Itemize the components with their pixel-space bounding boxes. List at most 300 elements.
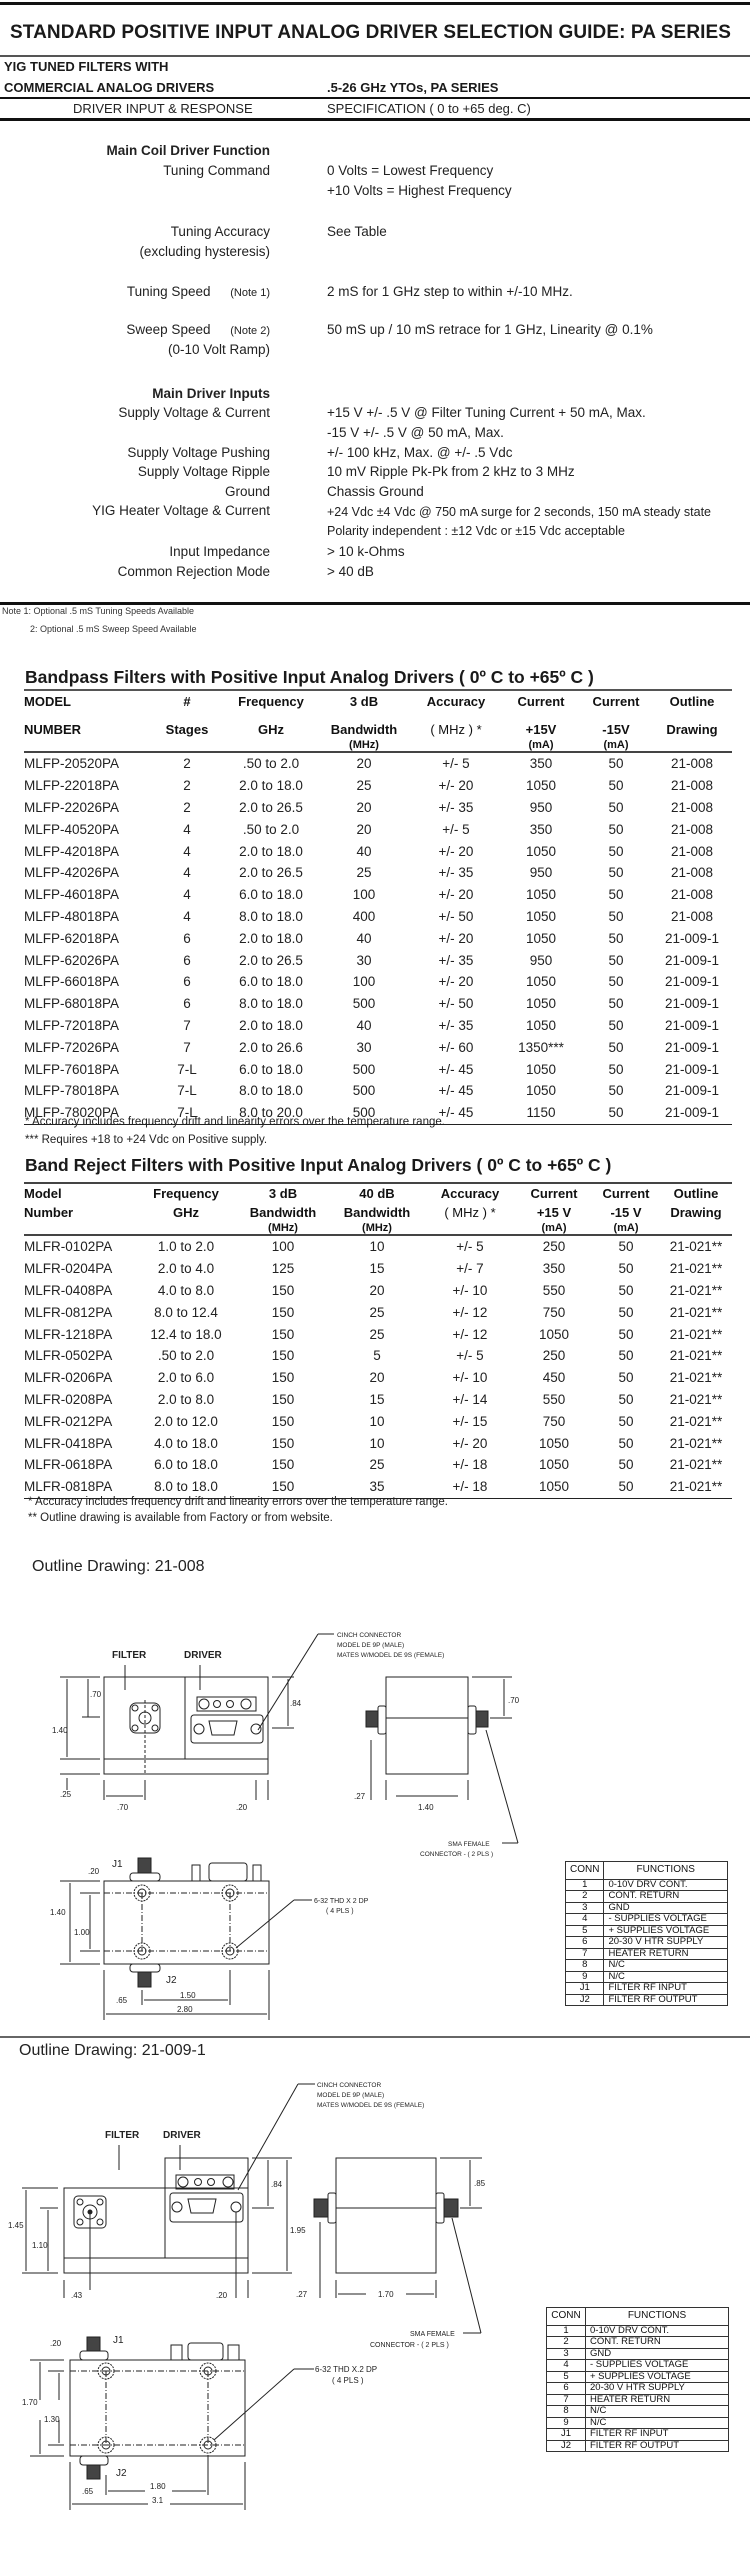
cell-current-pos: 1150 bbox=[502, 1102, 580, 1124]
cell-bandwidth: 30 bbox=[356, 1039, 372, 1055]
dim-side-0-27: .27 bbox=[296, 2290, 308, 2299]
cell-current-neg: 50 bbox=[608, 843, 624, 859]
cell-outline: 21-008 bbox=[670, 865, 714, 881]
cell-current-pos: 550 bbox=[542, 1282, 566, 1298]
table-row bbox=[24, 818, 732, 840]
cell-frequency: 2.0 to 26.5 bbox=[239, 865, 303, 881]
cell-model: MLFP-22018PA bbox=[24, 778, 120, 794]
cell-accuracy: +/- 60 bbox=[438, 1039, 474, 1055]
conn-id: 7 bbox=[566, 1948, 604, 1960]
heater-value-2: Polarity independent : ±12 Vdc or ±15 Vdc acceptable bbox=[327, 524, 625, 538]
table-row bbox=[24, 1367, 732, 1389]
conn-id: 6 bbox=[547, 2383, 586, 2395]
cell-frequency: 6.0 to 18.0 bbox=[239, 887, 303, 903]
dim-1-40: 1.40 bbox=[52, 1726, 68, 1735]
cell-accuracy: +/- 35 bbox=[438, 799, 474, 815]
connector-row bbox=[566, 1925, 728, 1937]
conn-id: 5 bbox=[566, 1925, 604, 1937]
conn-id: 3 bbox=[547, 2348, 586, 2360]
table-row bbox=[24, 1036, 732, 1058]
cell-model: MLFP-72018PA bbox=[24, 1017, 120, 1033]
cell-current-pos: 1050 bbox=[525, 996, 557, 1012]
cell-outline: 21-021** bbox=[669, 1304, 723, 1320]
column-header-right: SPECIFICATION ( 0 to +65 deg. C) bbox=[327, 101, 531, 116]
cell-frequency: 2.0 to 6.0 bbox=[157, 1370, 215, 1386]
cell-outline: 21-009-1 bbox=[664, 930, 720, 946]
cell-model: MLFR-0818PA bbox=[24, 1476, 136, 1498]
col-current-pos-label: +15V bbox=[525, 722, 557, 737]
table-row bbox=[24, 797, 732, 819]
cell-model: MLFP-62026PA bbox=[24, 952, 120, 968]
cell-stages: 4 bbox=[183, 887, 191, 903]
col-current-pos-unit: (mA) bbox=[528, 739, 554, 751]
dim-0-84: .84 bbox=[271, 2180, 283, 2189]
top-rule bbox=[0, 2, 750, 5]
tuning-accuracy-sublabel: (excluding hysteresis) bbox=[139, 244, 270, 259]
thread-note-1: 6-32 THD X 2 DP bbox=[314, 1898, 369, 1905]
cell-accuracy: +/- 5 bbox=[456, 1239, 484, 1255]
conn-function: - SUPPLIES VOLTAGE bbox=[604, 1914, 728, 1926]
impedance-value: > 10 k-Ohms bbox=[327, 544, 405, 559]
cell-stages: 7 bbox=[183, 1017, 191, 1033]
conn-function: 20-30 V HTR SUPPLY bbox=[604, 1937, 728, 1949]
cell-model: MLFR-1218PA bbox=[24, 1326, 113, 1342]
conn-id: 5 bbox=[547, 2371, 586, 2383]
cell-stages: 7-L bbox=[177, 1083, 197, 1099]
bandpass-heading: Bandpass Filters with Positive Input Analog Drivers ( 0º C to +65º C ) bbox=[25, 667, 594, 687]
cell-model: MLFP-42026PA bbox=[24, 865, 120, 881]
cell-3db-bandwidth: 150 bbox=[271, 1435, 295, 1451]
cell-stages: 4 bbox=[183, 821, 191, 837]
cell-40db-bandwidth: 25 bbox=[369, 1326, 385, 1342]
cell-accuracy: +/- 18 bbox=[452, 1457, 488, 1473]
dim-1-00: 1.00 bbox=[74, 1928, 90, 1937]
cell-current-pos: 950 bbox=[529, 799, 553, 815]
cell-current-neg: 50 bbox=[608, 821, 624, 837]
bandreject-heading: Band Reject Filters with Positive Input Analog Drivers ( 0º C to +65º C ) bbox=[25, 1155, 612, 1175]
cell-outline: 21-008 bbox=[670, 887, 714, 903]
cell-outline: 21-021** bbox=[669, 1239, 723, 1255]
cell-current-neg: 50 bbox=[608, 1017, 624, 1033]
conn-id: 2 bbox=[566, 1891, 604, 1903]
table-row bbox=[24, 1432, 732, 1454]
cell-3db-bandwidth: 150 bbox=[271, 1348, 295, 1364]
col-stages: # bbox=[183, 694, 191, 709]
col-bandwidth-label: Bandwidth bbox=[330, 722, 398, 737]
col-3db-bandwidth: 3 dB bbox=[268, 1186, 298, 1201]
cell-current-neg: 50 bbox=[580, 1102, 652, 1124]
col-current-pos-2 bbox=[516, 1203, 592, 1235]
cell-3db-bandwidth: 150 bbox=[271, 1391, 295, 1407]
sma-note-1: SMA FEMALE bbox=[410, 2331, 455, 2338]
conn-function: N/C bbox=[604, 1971, 728, 1983]
cell-outline: 21-008 bbox=[670, 756, 714, 772]
cell-current-neg: 50 bbox=[608, 952, 624, 968]
cell-current-neg: 50 bbox=[618, 1239, 634, 1255]
conn-id: J1 bbox=[547, 2429, 586, 2441]
cell-model: MLFR-0208PA bbox=[24, 1391, 113, 1407]
cell-40db-bandwidth: 25 bbox=[369, 1304, 385, 1320]
cell-outline: 21-009-1 bbox=[664, 996, 720, 1012]
conn-id: 9 bbox=[547, 2417, 586, 2429]
cell-current-neg: 50 bbox=[608, 799, 624, 815]
cell-accuracy: +/- 50 bbox=[438, 996, 474, 1012]
ground-value: Chassis Ground bbox=[327, 484, 424, 499]
table-row bbox=[24, 949, 732, 971]
ground-label: Ground bbox=[224, 484, 270, 499]
col-current-neg: Current bbox=[592, 694, 640, 709]
cell-accuracy: +/- 35 bbox=[438, 952, 474, 968]
cell-current-pos: 550 bbox=[542, 1391, 566, 1407]
col-outline-2: Drawing bbox=[652, 711, 732, 752]
drawing-1-title: Outline Drawing: 21-008 bbox=[32, 1558, 205, 1575]
cell-accuracy: +/- 10 bbox=[452, 1370, 488, 1386]
cell-bandwidth: 500 bbox=[352, 996, 376, 1012]
conn-function: FILTER RF INPUT bbox=[604, 1983, 728, 1995]
conn-function: N/C bbox=[586, 2417, 729, 2429]
table-row bbox=[24, 1345, 732, 1367]
dim-1-80: 1.80 bbox=[150, 2482, 166, 2491]
cell-current-pos: 1050 bbox=[525, 887, 557, 903]
col-3db-bandwidth-2 bbox=[236, 1203, 330, 1235]
cell-3db-bandwidth: 150 bbox=[271, 1326, 295, 1342]
conn-function: GND bbox=[586, 2348, 729, 2360]
table-row bbox=[24, 927, 732, 949]
cell-current-neg: 50 bbox=[618, 1435, 634, 1451]
cell-bandwidth: 25 bbox=[356, 865, 372, 881]
col-frequency-2: GHz bbox=[224, 711, 318, 752]
col-current-pos: Current bbox=[530, 1186, 578, 1201]
cell-3db-bandwidth: 150 bbox=[271, 1413, 295, 1429]
cell-model: MLFR-0408PA bbox=[24, 1282, 113, 1298]
cell-current-pos: 250 bbox=[542, 1348, 566, 1364]
cinch-note-3: MATES W/MODEL DE 9S (FEMALE) bbox=[337, 1652, 445, 1659]
cell-accuracy: +/- 20 bbox=[438, 887, 474, 903]
sweep-speed-sublabel: (0-10 Volt Ramp) bbox=[167, 342, 270, 357]
connector-row bbox=[547, 2360, 729, 2372]
cell-current-neg: 50 bbox=[608, 1061, 624, 1077]
connector-row bbox=[547, 2337, 729, 2349]
conn-id: 1 bbox=[547, 2325, 586, 2337]
col-3db-unit: (MHz) bbox=[268, 1222, 298, 1234]
cell-model: MLFR-0502PA bbox=[24, 1348, 113, 1364]
cell-frequency: 8.0 to 18.0 bbox=[239, 908, 303, 924]
cell-current-pos: 1050 bbox=[525, 1083, 557, 1099]
dim-side-1-70: 1.70 bbox=[378, 2290, 394, 2299]
connector-row bbox=[547, 2325, 729, 2337]
cell-outline: 21-021** bbox=[669, 1261, 723, 1277]
conn-function: CONT. RETURN bbox=[604, 1891, 728, 1903]
dim-0-84: .84 bbox=[290, 1699, 302, 1708]
cell-model: MLFP-48018PA bbox=[24, 908, 120, 924]
cell-current-neg: 50 bbox=[618, 1391, 634, 1407]
cell-accuracy: +/- 20 bbox=[438, 778, 474, 794]
col-40db-unit: (MHz) bbox=[362, 1222, 392, 1234]
cell-frequency: 4.0 to 8.0 bbox=[157, 1282, 215, 1298]
cell-accuracy: +/- 35 bbox=[438, 1017, 474, 1033]
cell-current-neg: 50 bbox=[608, 930, 624, 946]
cell-3db-bandwidth: 125 bbox=[271, 1261, 295, 1277]
cell-frequency: .50 to 2.0 bbox=[157, 1348, 215, 1364]
title-rule bbox=[0, 55, 750, 57]
dim-2-80: 2.80 bbox=[177, 2005, 193, 2014]
table-row bbox=[24, 971, 732, 993]
cell-outline: 21-009-1 bbox=[664, 1061, 720, 1077]
dim-1-95: 1.95 bbox=[290, 2226, 306, 2235]
col-model: MODEL bbox=[24, 694, 71, 709]
cell-40db-bandwidth: 20 bbox=[369, 1282, 385, 1298]
cell-bandwidth: 100 bbox=[352, 974, 376, 990]
tuning-speed-note: (Note 1) bbox=[230, 287, 270, 299]
drawing-divider bbox=[0, 2036, 750, 2038]
table-row bbox=[24, 1389, 732, 1411]
cinch-note-2: MODEL DE 9P (MALE) bbox=[337, 1642, 405, 1649]
cinch-note-3: MATES W/MODEL DE 9S (FEMALE) bbox=[317, 2102, 425, 2109]
cell-model: MLFP-46018PA bbox=[24, 887, 120, 903]
connector-row bbox=[566, 1948, 728, 1960]
cell-model: MLFR-0206PA bbox=[24, 1370, 113, 1386]
bandpass-note-2: *** Requires +18 to +24 Vdc on Positive supply. bbox=[25, 1134, 268, 1146]
cell-current-pos: 350 bbox=[542, 1261, 566, 1277]
col-current-pos-label: +15 V bbox=[536, 1205, 572, 1220]
cell-frequency: 8.0 to 18.0 bbox=[136, 1476, 236, 1498]
tuning-speed-label: Tuning Speed bbox=[126, 284, 211, 299]
conn-id: 8 bbox=[566, 1960, 604, 1972]
cell-current-neg: 50 bbox=[608, 865, 624, 881]
tuning-speed-value: 2 mS for 1 GHz step to within +/-10 MHz. bbox=[327, 284, 573, 299]
col-current-neg-unit: (mA) bbox=[613, 1222, 639, 1234]
cell-frequency: 2.0 to 18.0 bbox=[239, 1017, 303, 1033]
dim-0-43: .43 bbox=[71, 2291, 83, 2300]
cell-accuracy: +/- 5 bbox=[442, 756, 470, 772]
cell-accuracy: +/- 45 bbox=[410, 1102, 502, 1124]
cell-current-pos: 1050 bbox=[516, 1476, 592, 1498]
cell-model: MLFP-42018PA bbox=[24, 843, 120, 859]
table-row bbox=[24, 1301, 732, 1323]
conn-id: 2 bbox=[547, 2337, 586, 2349]
connector-row bbox=[566, 1994, 728, 2006]
cell-stages: 7-L bbox=[150, 1102, 224, 1124]
cinch-note-2: MODEL DE 9P (MALE) bbox=[317, 2092, 385, 2099]
col-accuracy: Accuracy bbox=[440, 1186, 500, 1201]
dim-0-70: .70 bbox=[90, 1690, 102, 1699]
conn-header: CONN bbox=[566, 1862, 604, 1880]
tuning-accuracy-value: See Table bbox=[327, 224, 387, 239]
cinch-note-1: CINCH CONNECTOR bbox=[317, 2082, 382, 2089]
cell-40db-bandwidth: 25 bbox=[369, 1457, 385, 1473]
cell-bandwidth: 40 bbox=[356, 930, 372, 946]
cell-model: MLFP-62018PA bbox=[24, 930, 120, 946]
cell-current-pos: 350 bbox=[529, 821, 553, 837]
conn-function: HEATER RETURN bbox=[604, 1948, 728, 1960]
table-row bbox=[24, 1080, 732, 1102]
footnote-2: 2: Optional .5 mS Sweep Speed Available bbox=[30, 624, 197, 634]
header-rule-2 bbox=[0, 118, 750, 121]
table-row bbox=[24, 752, 732, 775]
cell-current-pos: 1050 bbox=[525, 930, 557, 946]
sma-note-2: CONNECTOR - ( 2 PLS ) bbox=[370, 2342, 449, 2349]
cell-frequency: 2.0 to 18.0 bbox=[239, 843, 303, 859]
cell-3db-bandwidth: 100 bbox=[271, 1239, 295, 1255]
cell-current-pos: 1050 bbox=[538, 1435, 570, 1451]
col-40db-label: Bandwidth bbox=[343, 1205, 411, 1220]
thread-note-1: 6-32 THD X.2 DP bbox=[315, 2365, 378, 2374]
thread-note-2: ( 4 PLS ) bbox=[326, 1908, 354, 1915]
header-rule-1 bbox=[0, 97, 750, 99]
cmr-value: > 40 dB bbox=[327, 564, 374, 579]
cell-bandwidth: 500 bbox=[318, 1102, 410, 1124]
tuning-accuracy-label: Tuning Accuracy bbox=[170, 224, 270, 239]
cell-outline: 21-009-1 bbox=[664, 1083, 720, 1099]
cell-current-neg: 50 bbox=[608, 908, 624, 924]
dim-3-1: 3.1 bbox=[152, 2496, 164, 2505]
bandreject-table-body bbox=[24, 1235, 732, 1498]
cell-current-neg: 50 bbox=[618, 1326, 634, 1342]
subtitle-right: .5-26 GHz YTOs, PA SERIES bbox=[327, 80, 499, 95]
col-accuracy-2: ( MHz ) * bbox=[424, 1203, 516, 1235]
cell-frequency: 2.0 to 26.5 bbox=[239, 952, 303, 968]
col-40db-bandwidth: 40 dB bbox=[359, 1186, 395, 1201]
cell-bandwidth: 40 bbox=[356, 843, 372, 859]
dim-side-0-70: .70 bbox=[508, 1696, 520, 1705]
connector-table-2 bbox=[546, 2307, 729, 2452]
side-view bbox=[366, 1677, 518, 1843]
col-3db-label: Bandwidth bbox=[249, 1205, 317, 1220]
connector-row bbox=[566, 1914, 728, 1926]
conn-id: 7 bbox=[547, 2394, 586, 2406]
conn-id: J2 bbox=[566, 1994, 604, 2006]
cell-stages: 6 bbox=[183, 930, 191, 946]
conn-function: HEATER RETURN bbox=[586, 2394, 729, 2406]
cell-outline: 21-009-1 bbox=[664, 1017, 720, 1033]
col-accuracy: Accuracy bbox=[426, 694, 486, 709]
footnote-1: Note 1: Optional .5 mS Tuning Speeds Available bbox=[2, 606, 194, 616]
conn-function: FILTER RF OUTPUT bbox=[604, 1994, 728, 2006]
cell-outline: 21-008 bbox=[670, 778, 714, 794]
cell-accuracy: +/- 15 bbox=[452, 1413, 488, 1429]
filter-label: FILTER bbox=[105, 2130, 140, 2141]
heater-label: YIG Heater Voltage & Current bbox=[92, 503, 270, 518]
cell-model: MLFP-20520PA bbox=[24, 756, 120, 772]
cell-frequency: 2.0 to 8.0 bbox=[157, 1391, 215, 1407]
cell-frequency: .50 to 2.0 bbox=[242, 821, 300, 837]
cell-outline: 21-009-1 bbox=[664, 974, 720, 990]
bandreject-note-2: ** Outline drawing is available from Factory or from website. bbox=[28, 1512, 333, 1524]
cell-current-neg: 50 bbox=[618, 1457, 634, 1473]
cell-bandwidth: 20 bbox=[356, 756, 372, 772]
connector-row bbox=[547, 2417, 729, 2429]
cell-outline: 21-021** bbox=[669, 1348, 723, 1364]
cell-current-pos: 1050 bbox=[538, 1457, 570, 1473]
cell-stages: 2 bbox=[183, 778, 191, 794]
tuning-command-value-1: 0 Volts = Lowest Frequency bbox=[327, 163, 494, 178]
sweep-speed-note: (Note 2) bbox=[230, 325, 270, 337]
cell-3db-bandwidth: 150 bbox=[271, 1457, 295, 1473]
j2-label: J2 bbox=[166, 1975, 177, 1986]
cell-40db-bandwidth: 10 bbox=[369, 1239, 385, 1255]
cell-outline: 21-008 bbox=[670, 843, 714, 859]
j1-label: J1 bbox=[112, 1859, 123, 1870]
cell-model: MLFR-0212PA bbox=[24, 1413, 113, 1429]
col-frequency-2: GHz bbox=[136, 1203, 236, 1235]
conn-id: 4 bbox=[547, 2360, 586, 2372]
functions-header: FUNCTIONS bbox=[604, 1862, 728, 1880]
cmr-label: Common Rejection Mode bbox=[117, 564, 270, 579]
cell-40db-bandwidth: 15 bbox=[369, 1391, 385, 1407]
cell-stages: 2 bbox=[183, 756, 191, 772]
cell-accuracy: +/- 18 bbox=[424, 1476, 516, 1498]
conn-id: 8 bbox=[547, 2406, 586, 2418]
col-current-neg-2 bbox=[592, 1203, 660, 1235]
cell-current-neg: 50 bbox=[608, 778, 624, 794]
connector-table-2-body bbox=[547, 2325, 729, 2452]
col-model-2: NUMBER bbox=[24, 711, 150, 752]
cell-current-neg: 50 bbox=[608, 974, 624, 990]
tuning-command-value-2: +10 Volts = Highest Frequency bbox=[327, 183, 512, 198]
col-40db-bandwidth-2 bbox=[330, 1203, 424, 1235]
col-accuracy-2: ( MHz ) * bbox=[410, 711, 502, 752]
cell-40db-bandwidth: 10 bbox=[369, 1413, 385, 1429]
cell-current-neg: 50 bbox=[608, 887, 624, 903]
cell-accuracy: +/- 20 bbox=[438, 974, 474, 990]
cell-frequency: 2.0 to 18.0 bbox=[239, 778, 303, 794]
conn-function: FILTER RF INPUT bbox=[586, 2429, 729, 2441]
sweep-speed-label-row bbox=[126, 322, 270, 339]
col-bandwidth-2 bbox=[318, 711, 410, 752]
cell-frequency: 8.0 to 12.4 bbox=[154, 1304, 218, 1320]
conn-function: GND bbox=[604, 1902, 728, 1914]
col-frequency: Frequency bbox=[153, 1186, 219, 1201]
bandreject-note-1: * Accuracy includes frequency drift and linearity errors over the temperature range. bbox=[28, 1496, 448, 1508]
page-title: STANDARD POSITIVE INPUT ANALOG DRIVER SELECTION GUIDE: PA SERIES bbox=[10, 22, 732, 43]
dim-side-0-85: .85 bbox=[474, 2179, 486, 2188]
conn-id: 9 bbox=[566, 1971, 604, 1983]
conn-id: 1 bbox=[566, 1879, 604, 1891]
connector-row bbox=[566, 1879, 728, 1891]
dim-bottom-1-70: 1.70 bbox=[22, 2398, 38, 2407]
cell-model: MLFP-76018PA bbox=[24, 1061, 120, 1077]
table-row bbox=[24, 993, 732, 1015]
cell-model: MLFP-78020PA bbox=[24, 1102, 150, 1124]
cell-current-neg: 50 bbox=[608, 1083, 624, 1099]
dim-0-65: .65 bbox=[82, 2487, 94, 2496]
col-bandwidth: 3 dB bbox=[349, 694, 379, 709]
cell-model: MLFR-0418PA bbox=[24, 1435, 113, 1451]
col-current-neg-label: -15V bbox=[602, 722, 630, 737]
cell-current-neg: 50 bbox=[608, 1039, 624, 1055]
conn-function: 0-10V DRV CONT. bbox=[586, 2325, 729, 2337]
cell-model: MLFR-0618PA bbox=[24, 1457, 113, 1473]
conn-function: 20-30 V HTR SUPPLY bbox=[586, 2383, 729, 2395]
cell-accuracy: +/- 45 bbox=[438, 1083, 474, 1099]
col-current-neg: Current bbox=[602, 1186, 650, 1201]
table-row bbox=[24, 1258, 732, 1280]
cell-stages: 7 bbox=[183, 1039, 191, 1055]
conn-function: N/C bbox=[604, 1960, 728, 1972]
col-model: Model bbox=[24, 1186, 62, 1201]
cell-stages: 4 bbox=[183, 865, 191, 881]
cell-accuracy: +/- 35 bbox=[438, 865, 474, 881]
dim-bottom-0-20: .20 bbox=[50, 2339, 62, 2348]
table-row bbox=[24, 1058, 732, 1080]
connector-row bbox=[566, 1902, 728, 1914]
cell-accuracy: +/- 20 bbox=[438, 930, 474, 946]
sma-note-2: CONNECTOR - ( 2 PLS ) bbox=[420, 1851, 494, 1858]
column-header-left: DRIVER INPUT & RESPONSE bbox=[73, 101, 253, 116]
cell-40db-bandwidth: 20 bbox=[369, 1370, 385, 1386]
dim-0-20: .20 bbox=[236, 1803, 248, 1812]
col-outline-2: Drawing bbox=[660, 1203, 732, 1235]
